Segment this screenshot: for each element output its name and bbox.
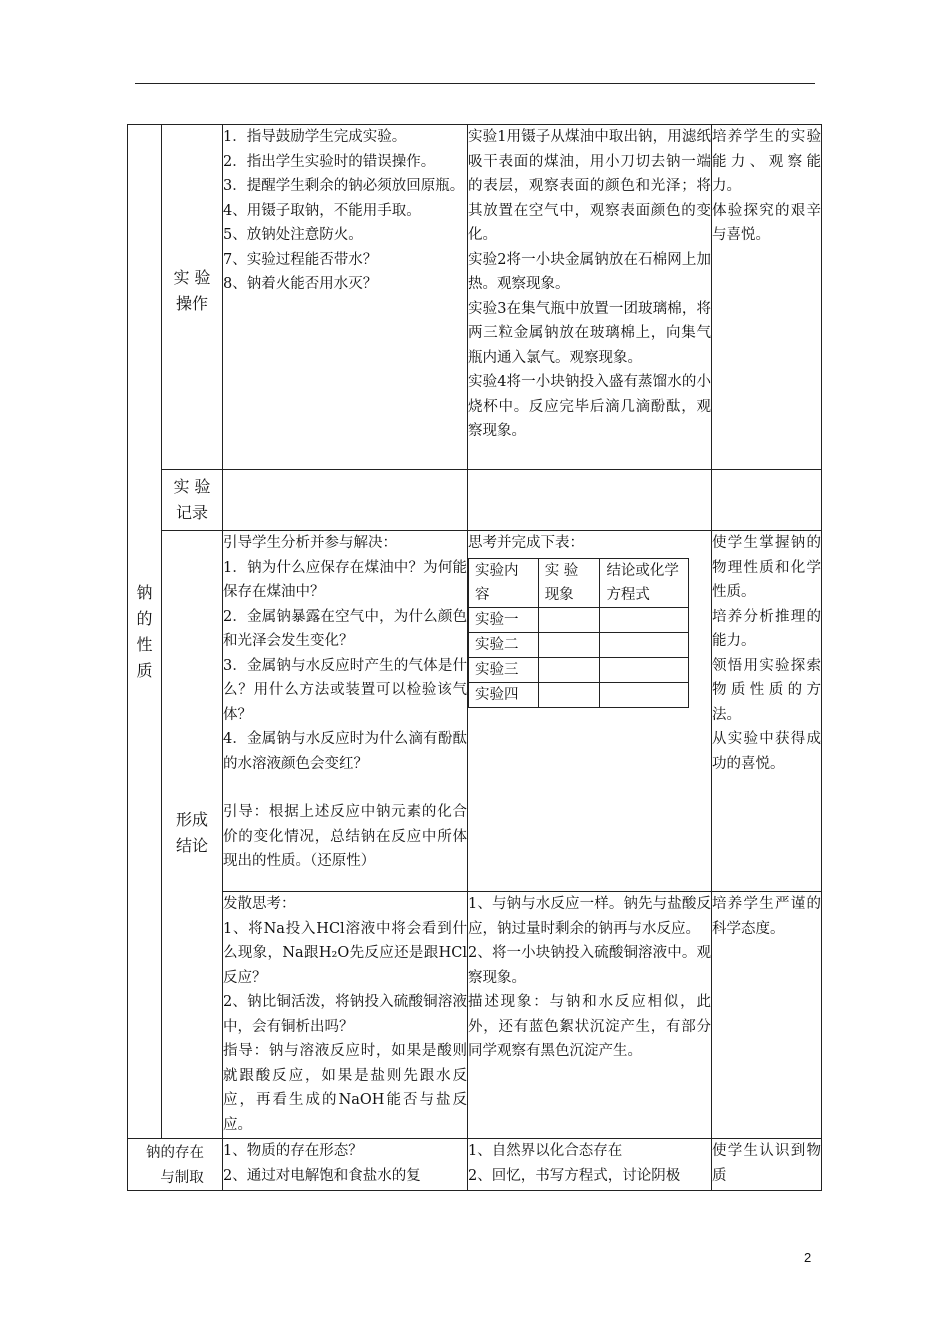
inner-cell: 实验二	[469, 632, 539, 657]
student-activity-conclusion: 思考并完成下表： 实验内容 实 验 现象 结论或化学方程式 实验一 实验二 实验三 实验四	[468, 531, 712, 892]
header-rule	[135, 83, 815, 84]
student-record-empty	[468, 470, 712, 531]
teacher-record-empty	[223, 470, 468, 531]
student-activity-divergent: 1、与钠与水反应一样。钠先与盐酸反应，钠过量时剩余的钠再与水反应。 2、将一小块钠投入硫酸铜溶液中。观察现象。 描述现象：与钠和水反应相似，此外，还有蓝色絮状沉淀产生，有部分同学观察有黑色沉淀产生。	[468, 892, 712, 1139]
row-divergent-thinking	[128, 892, 822, 1139]
inner-cell: 实验四	[469, 682, 539, 707]
row-experiment-record	[128, 470, 822, 531]
inner-row	[469, 657, 689, 682]
label-form-conclusion: 形成 结论	[162, 531, 223, 1139]
inner-row	[469, 607, 689, 632]
inner-cell	[538, 657, 600, 682]
teacher-activity-existence: 1、物质的存在形态？ 2、通过对电解饱和食盐水的复	[223, 1139, 468, 1191]
inner-cell	[538, 607, 600, 632]
inner-cell	[600, 632, 689, 657]
row-experiment-operation	[128, 125, 822, 470]
lesson-table	[127, 124, 822, 1191]
inner-header-row	[469, 558, 689, 607]
student-activity-existence: 1、自然界以化合态存在 2、回忆，书写方程式，讨论阴极	[468, 1139, 712, 1191]
row-form-conclusion	[128, 531, 822, 892]
inner-cell: 实验三	[469, 657, 539, 682]
row-existence-preparation	[128, 1139, 822, 1191]
teacher-activity-operation: 1．指导鼓励学生完成实验。 2．指出学生实验时的错误操作。 3．提醒学生剩余的钠必须放回原瓶。 4、用镊子取钠，不能用手取。 5、放钠处注意防火。 7、实验过程能否带水？ 8、钠着火能否用水灭？	[223, 125, 468, 470]
inner-row	[469, 632, 689, 657]
blank-line	[223, 776, 467, 800]
label-experiment-operation: 实 验 操作	[162, 125, 223, 470]
inner-cell	[600, 607, 689, 632]
inner-header: 结论或化学方程式	[600, 558, 689, 607]
inner-cell: 实验一	[469, 607, 539, 632]
label-existence-preparation: 钠的存在 与制取	[128, 1139, 223, 1191]
inner-header: 实 验 现象	[538, 558, 600, 607]
inner-cell	[600, 682, 689, 707]
inner-cell	[600, 657, 689, 682]
experiment-summary-table	[468, 558, 689, 708]
purpose-conclusion: 使学生掌握钠的物理性质和化学性质。 培养分析推理的能力。 领悟用实验探索物质性质的方法。 从实验中获得成功的喜悦。	[712, 531, 822, 892]
purpose-operation: 培养学生的实验能力、观察能力。 体验探究的艰辛与喜悦。	[712, 125, 822, 470]
teacher-activity-conclusion: 引导学生分析并参与解决： 1．钠为什么应保存在煤油中？为何能保存在煤油中？ 2．金属钠暴露在空气中，为什么颜色和光泽会发生变化？ 3．金属钠与水反应时产生的气体是什么？用什么方法或装置可以检验该气体？ 4．金属钠与水反应时为什么滴有酚酞的水溶液颜色会变红？ 引导：根据上述反应中钠元素的化合价的变化情况，总结钠在反应中所体现出的性质。（还原性）	[223, 531, 468, 892]
inner-header: 实验内容	[469, 558, 539, 607]
purpose-divergent: 培养学生严谨的科学态度。	[712, 892, 822, 1139]
inner-row	[469, 682, 689, 707]
section-label-sodium-properties: 钠 的 性 质	[128, 125, 162, 1139]
teacher-activity-divergent: 发散思考： 1、将Na投入HCl溶液中将会看到什么现象，Na跟H₂O先反应还是跟HCl反应？ 2、钠比铜活泼，将钠投入硫酸铜溶液中，会有铜析出吗？ 指导：钠与溶液反应时，如果是酸则就跟酸反应，如果是盐则先跟水反应，再看生成的NaOH能否与盐反应。	[223, 892, 468, 1139]
inner-cell	[538, 682, 600, 707]
purpose-record-empty	[712, 470, 822, 531]
purpose-existence: 使学生认识到物质	[712, 1139, 822, 1191]
page-number: 2	[804, 1250, 812, 1265]
label-experiment-record: 实 验 记录	[162, 470, 223, 531]
student-activity-operation: 实验1用镊子从煤油中取出钠，用滤纸吸干表面的煤油，用小刀切去钠一端的表层，观察表面的颜色和光泽；将其放置在空气中，观察表面颜色的变化。 实验2将一小块金属钠放在石棉网上加热。观察现象。 实验3在集气瓶中放置一团玻璃棉，将两三粒金属钠放在玻璃棉上，向集气瓶内通入氯气。观察现象。 实验4将一小块钠投入盛有蒸馏水的小烧杯中。反应完毕后滴几滴酚酞，观察现象。	[468, 125, 712, 470]
inner-cell	[538, 632, 600, 657]
